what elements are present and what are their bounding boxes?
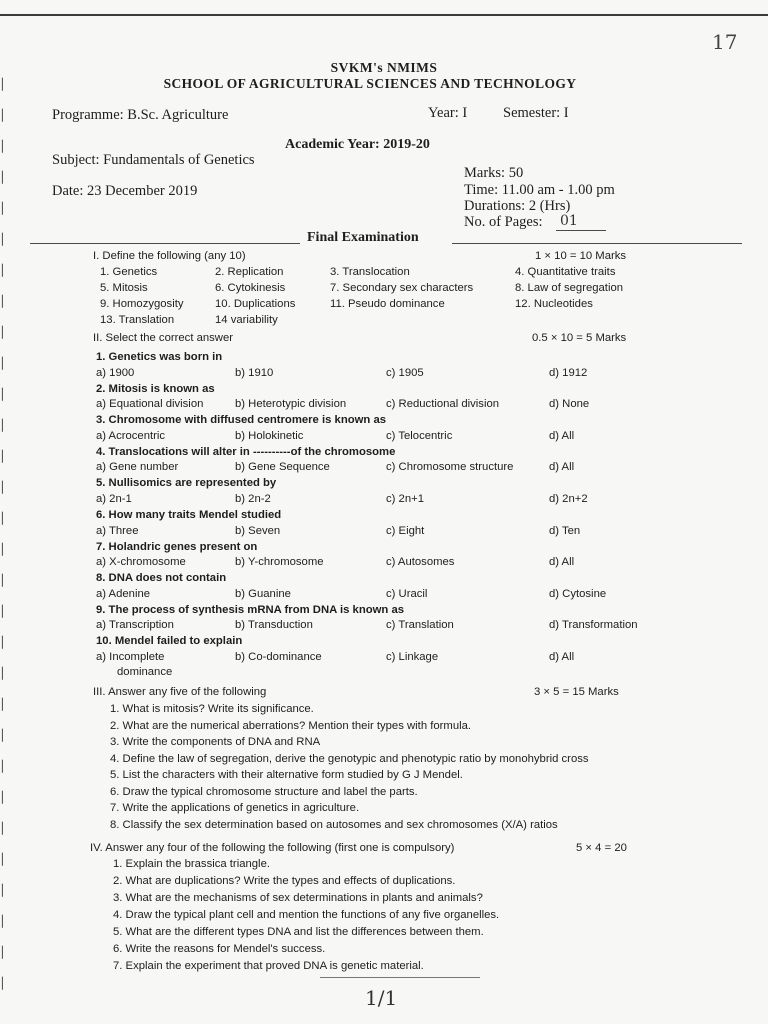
binding-mark: ▏	[2, 792, 11, 804]
mcq-question: 10. Mendel failed to explain	[96, 635, 243, 648]
mcq-option-b: b) Heterotypic division	[235, 398, 347, 411]
mcq-option-c: c) 1905	[386, 366, 424, 379]
binding-mark: ▏	[2, 482, 11, 494]
mcq-option-d: d) All	[549, 429, 575, 442]
binding-mark: ▏	[2, 358, 11, 370]
mcq-question: 4. Translocations will alter in ----------of the chromosome	[96, 445, 396, 458]
mcq-option-b: b) Guanine	[235, 587, 291, 600]
short-answer-question: 4. Define the law of segregation, derive the genotypic and phenotypic ratio by monohybrid cross	[110, 752, 589, 765]
mcq-option-a: a) Adenine	[96, 587, 151, 600]
binding-mark: ▏	[2, 637, 11, 649]
mcq-option-a: a) Gene number	[96, 461, 179, 474]
section-2-marks: 0.5 × 10 = 5 Marks	[532, 332, 627, 344]
mcq-option-d: d) Ten	[549, 524, 581, 537]
define-term: 10. Duplications	[215, 298, 296, 310]
mcq-option-c: c) 2n+1	[386, 492, 424, 505]
mcq-option-a: a) 2n-1	[96, 492, 132, 505]
binding-mark: ▏	[2, 947, 11, 959]
mcq-option-d: d) All	[549, 650, 575, 663]
long-answer-question: 3. What are the mechanisms of sex determinations in plants and animals?	[113, 892, 483, 904]
mcq-option-b: b) Y-chromosome	[235, 556, 324, 569]
end-rule	[320, 977, 480, 978]
binding-margin-marks	[0, 60, 18, 1020]
short-answer-question: 6. Draw the typical chromosome structure and label the parts.	[110, 785, 418, 798]
binding-mark: ▏	[2, 699, 11, 711]
binding-mark: ▏	[2, 544, 11, 556]
section-1-heading: I. Define the following (any 10)	[93, 250, 246, 262]
binding-mark: ▏	[2, 978, 11, 990]
mcq-option-b: b) Transduction	[235, 619, 313, 632]
mcq-option-d: d) None	[549, 398, 590, 411]
long-answer-question: 2. What are duplications? Write the types and effects of duplications.	[113, 875, 456, 887]
duration: Durations: 2 (Hrs)	[464, 198, 571, 214]
mcq-option-c: c) Eight	[386, 524, 425, 537]
section-4-heading: IV. Answer any four of the following the following (first one is compulsory)	[90, 842, 455, 854]
long-answer-question: 7. Explain the experiment that proved DNA is genetic material.	[113, 960, 424, 972]
mcq-option-c: c) Autosomes	[386, 556, 455, 569]
academic-year: Academic Year: 2019-20	[285, 137, 430, 152]
mcq-option-c: c) Chromosome structure	[386, 461, 514, 474]
mcq-option-b: b) Seven	[235, 524, 281, 537]
binding-mark: ▏	[2, 854, 11, 866]
define-term: 9. Homozygosity	[100, 298, 184, 310]
binding-mark: ▏	[2, 79, 11, 91]
define-term: 5. Mitosis	[100, 282, 148, 294]
binding-mark: ▏	[2, 265, 11, 277]
mcq-question: 7. Holandric genes present on	[96, 540, 258, 553]
binding-mark: ▏	[2, 110, 11, 122]
define-term: 1. Genetics	[100, 266, 158, 278]
binding-mark: ▏	[2, 296, 11, 308]
mcq-option-b: b) 2n-2	[235, 492, 271, 505]
mcq-option-a-cont: dominance	[117, 665, 173, 678]
mcq-option-b: b) 1910	[235, 366, 274, 379]
mcq-question: 1. Genetics was born in	[96, 351, 223, 363]
mcq-option-c: c) Reductional division	[386, 398, 500, 411]
mcq-question: 3. Chromosome with diffused centromere is known as	[96, 414, 387, 427]
define-term: 4. Quantitative traits	[515, 266, 616, 278]
long-answer-question: 5. What are the different types DNA and list the differences between them.	[113, 926, 484, 938]
section-2-heading: II. Select the correct answer	[93, 332, 234, 344]
mcq-option-d: d) Transformation	[549, 619, 638, 632]
school-name: SCHOOL OF AGRICULTURAL SCIENCES AND TECHNOLOGY	[163, 76, 577, 91]
binding-mark: ▏	[2, 730, 11, 742]
binding-mark: ▏	[2, 420, 11, 432]
binding-mark: ▏	[2, 575, 11, 587]
mcq-question: 5. Nullisomics are represented by	[96, 477, 277, 490]
pages-label: No. of Pages:	[464, 214, 543, 230]
mcq-option-d: d) 2n+2	[549, 492, 588, 505]
handwritten-page-number: 17	[712, 30, 738, 54]
mcq-option-c: c) Uracil	[386, 587, 428, 600]
binding-mark: ▏	[2, 823, 11, 835]
binding-mark: ▏	[2, 203, 11, 215]
short-answer-question: 3. Write the components of DNA and RNA	[110, 736, 321, 748]
mcq-option-d: d) 1912	[549, 366, 588, 379]
mcq-question: 8. DNA does not contain	[96, 572, 227, 585]
exam-time: Time: 11.00 am - 1.00 pm	[464, 182, 615, 198]
mcq-option-b: b) Co-dominance	[235, 650, 322, 663]
exam-title-rule-left	[30, 243, 300, 244]
long-answer-question: 1. Explain the brassica triangle.	[113, 858, 270, 870]
short-answer-question: 8. Classify the sex determination based on autosomes and sex chromosomes (X/A) ratios	[110, 818, 558, 831]
define-term: 2. Replication	[215, 266, 284, 278]
scan-top-edge	[0, 14, 768, 16]
mcq-option-b: b) Holokinetic	[235, 429, 304, 442]
define-term: 6. Cytokinesis	[215, 282, 286, 294]
long-answer-question: 4. Draw the typical plant cell and mention the functions of any five organelles.	[113, 909, 500, 921]
mcq-option-c: c) Translation	[386, 619, 454, 632]
page-mark: 1/1	[365, 986, 398, 1010]
mcq-option-a: a) Incomplete	[96, 650, 165, 663]
define-term: 12. Nucleotides	[515, 298, 593, 310]
mcq-option-a: a) X-chromosome	[96, 556, 186, 569]
year: Year: I	[428, 105, 468, 121]
binding-mark: ▏	[2, 234, 11, 246]
binding-mark: ▏	[2, 451, 11, 463]
mcq-option-c: c) Linkage	[386, 650, 439, 663]
mcq-option-d: d) Cytosine	[549, 587, 607, 600]
mcq-question: 9. The process of synthesis mRNA from DNA is known as	[96, 603, 405, 616]
short-answer-question: 1. What is mitosis? Write its significance.	[110, 703, 314, 715]
mcq-option-a: a) Transcription	[96, 619, 174, 632]
mcq-option-a: a) Acrocentric	[96, 429, 166, 442]
semester: Semester: I	[503, 105, 569, 121]
binding-mark: ▏	[2, 172, 11, 184]
mcq-question: 6. How many traits Mendel studied	[96, 509, 282, 521]
binding-mark: ▏	[2, 327, 11, 339]
binding-mark: ▏	[2, 389, 11, 401]
programme: Programme: B.Sc. Agriculture	[52, 107, 229, 123]
pages-underline	[556, 230, 606, 231]
long-answer-question: 6. Write the reasons for Mendel's success.	[113, 943, 326, 955]
define-term: 11. Pseudo dominance	[330, 298, 445, 310]
exam-title: Final Examination	[307, 230, 419, 245]
define-term: 14 variability	[215, 314, 278, 326]
section-1-marks: 1 × 10 = 10 Marks	[535, 250, 627, 262]
mcq-option-d: d) All	[549, 461, 575, 474]
mcq-option-d: d) All	[549, 556, 575, 569]
define-term: 7. Secondary sex characters	[330, 282, 474, 294]
section-3-marks: 3 × 5 = 15 Marks	[534, 686, 619, 698]
mcq-option-a: a) 1900	[96, 366, 135, 379]
mcq-option-a: a) Three	[96, 524, 139, 537]
define-term: 13. Translation	[100, 314, 175, 326]
section-3-heading: III. Answer any five of the following	[93, 686, 267, 698]
marks: Marks: 50	[464, 165, 524, 181]
binding-mark: ▏	[2, 513, 11, 525]
binding-mark: ▏	[2, 668, 11, 680]
exam-date: Date: 23 December 2019	[52, 183, 198, 199]
binding-mark: ▏	[2, 141, 11, 153]
section-4-marks: 5 × 4 = 20	[576, 842, 627, 854]
subject: Subject: Fundamentals of Genetics	[52, 152, 255, 168]
mcq-question: 2. Mitosis is known as	[96, 382, 215, 395]
short-answer-question: 5. List the characters with their alternative form studied by G J Mendel.	[110, 769, 463, 781]
short-answer-question: 7. Write the applications of genetics in agriculture.	[110, 802, 360, 814]
exam-title-rule-right	[452, 243, 742, 244]
binding-mark: ▏	[2, 761, 11, 773]
pages-value: 01	[560, 213, 578, 229]
binding-mark: ▏	[2, 885, 11, 897]
mcq-option-b: b) Gene Sequence	[235, 461, 330, 474]
institute-name: SVKM's NMIMS	[330, 60, 438, 75]
mcq-option-a: a) Equational division	[96, 398, 204, 411]
short-answer-question: 2. What are the numerical aberrations? Mention their types with formula.	[110, 719, 472, 732]
define-term: 3. Translocation	[330, 266, 410, 278]
binding-mark: ▏	[2, 916, 11, 928]
define-term: 8. Law of segregation	[515, 282, 624, 294]
binding-mark: ▏	[2, 606, 11, 618]
mcq-option-c: c) Telocentric	[386, 429, 453, 442]
